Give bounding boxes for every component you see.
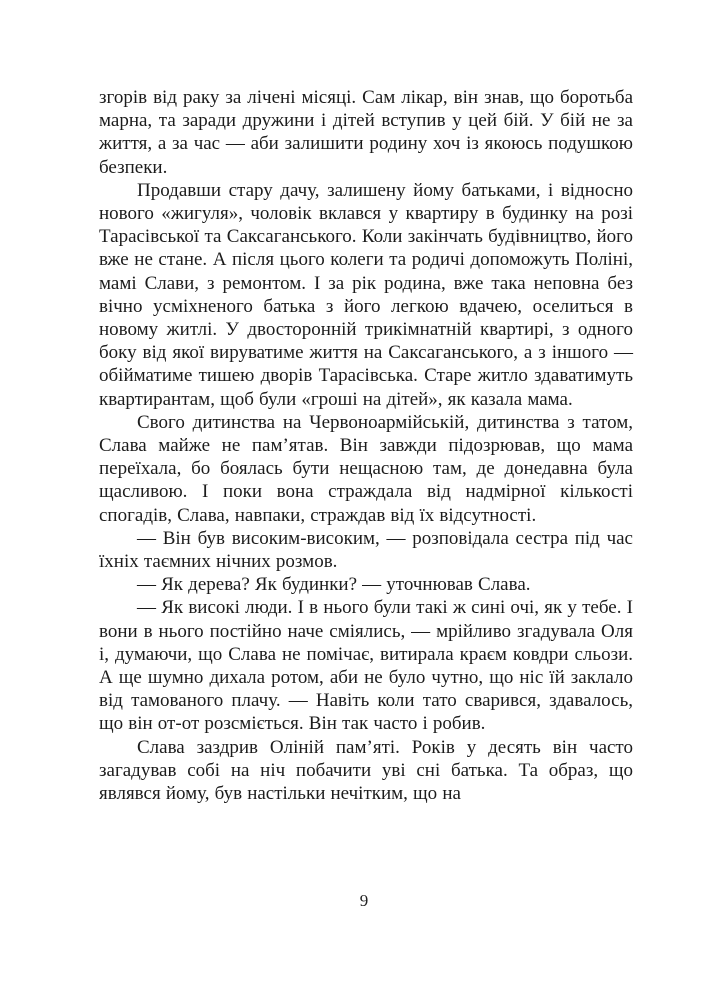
page-text [99, 86, 633, 805]
paragraph: — Він був високим-високим, — розповідала сестра під час їхніх таємних нічних розмов. [99, 527, 633, 573]
paragraph: — Як високі люди. І в нього були такі ж сині очі, як у тебе. І вони в нього постійно наче сміялись, — мрійливо згадувала Оля і, думаючи, що Слава не помічає, витирала краєм ковдри сльози. А ще шумно дихала ротом, аби не було чутно, що ніс їй заклало від тамованого плачу. — Навіть коли тато сварився, здавалось, що він от-от розсміється. Він так часто і робив. [99, 597, 633, 735]
page-number: 9 [359, 891, 369, 910]
paragraph: — Як дерева? Як будинки? — уточнював Слава. [137, 574, 531, 596]
paragraph: Продавши стару дачу, залишену йому батьками, і відносно нового «жигуля», чоловік вклався у квартиру в будинку на розі Тарасівської та Саксаганського. Коли закінчать будівництво, його вже не стане. А після цього колеги та родичі допоможуть Поліні, мамі Слави, з ремонтом. І за рік родина, вже така неповна без вічно усміхненого батька з його легкою вдачею, оселиться в новому житлі. У двосторонній трикімнатній квартирі, з одного боку від якої вируватиме життя на Саксаганського, а з іншого — обійматиме тишею дворів Тарасівська. Старе житло здаватимуть квартирантам, щоб були «гроші на дітей», як казала мама. [99, 179, 633, 410]
paragraph: згорів від раку за лічені місяці. Сам лікар, він знав, що боротьба марна, та заради дружини і дітей вступив у цей бій. У бій не за життя, а за час — аби залишити родину хоч із якоюсь подушкою безпеки. [99, 87, 633, 178]
paragraph: Слава заздрив Оліній пам’яті. Років у десять він часто загадував собі на ніч побачити уві сні батька. Та образ, що являвся йому, був настільки нечітким, що на [99, 736, 633, 805]
paragraph: Свого дитинства на Червоноармійській, дитинства з татом, Слава майже не пам’ятав. Він завжди підозрював, що мама переїхала, бо боялась бути нещасною там, де донедавна була щасливою. І поки вона страждала від надмірної кількості спогадів, Слава, навпаки, страждав від їх відсутності. [99, 411, 633, 526]
